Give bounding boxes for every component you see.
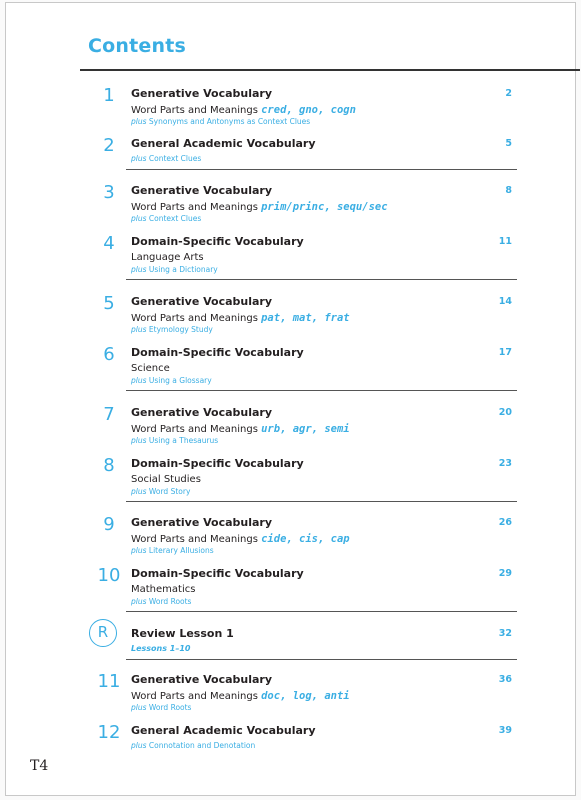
lesson-heading: General Academic Vocabulary bbox=[131, 137, 316, 150]
lesson-subtitle: Science bbox=[131, 363, 170, 374]
lesson-subtitle: Word Parts and Meanings doc, log, anti bbox=[131, 690, 350, 702]
lesson-heading: Domain-Specific Vocabulary bbox=[131, 457, 304, 470]
lesson-number: 8 bbox=[103, 455, 115, 476]
review-subtitle: Lessons 1–10 bbox=[131, 644, 191, 653]
page-number: 5 bbox=[505, 138, 512, 149]
section-divider bbox=[126, 169, 517, 170]
lesson-plus-line: plus Word Story bbox=[131, 487, 191, 496]
title-rule bbox=[80, 69, 580, 71]
lesson-heading: Domain-Specific Vocabulary bbox=[131, 567, 304, 580]
lesson-plus-line: plus Word Roots bbox=[131, 703, 192, 712]
section-divider bbox=[126, 501, 517, 502]
lesson-number: 2 bbox=[103, 135, 115, 156]
lesson-number: 4 bbox=[103, 233, 115, 254]
page-number: 26 bbox=[498, 517, 512, 528]
page-number: 36 bbox=[498, 674, 512, 685]
lesson-subtitle: Social Studies bbox=[131, 474, 201, 485]
lesson-heading: Generative Vocabulary bbox=[131, 406, 273, 419]
word-roots: cred, gno, cogn bbox=[261, 104, 356, 116]
page-number: 8 bbox=[505, 185, 512, 196]
lesson-plus-line: plus Etymology Study bbox=[131, 325, 213, 334]
lesson-subtitle: Language Arts bbox=[131, 252, 204, 263]
lesson-subtitle: Word Parts and Meanings cide, cis, cap bbox=[131, 533, 350, 545]
word-roots: doc, log, anti bbox=[261, 690, 350, 702]
lesson-heading: Generative Vocabulary bbox=[131, 516, 273, 529]
lesson-heading: Domain-Specific Vocabulary bbox=[131, 235, 304, 248]
lesson-plus-line: plus Word Roots bbox=[131, 597, 192, 606]
page-number: 20 bbox=[498, 407, 512, 418]
lesson-subtitle: Mathematics bbox=[131, 584, 196, 595]
lesson-heading: Generative Vocabulary bbox=[131, 673, 273, 686]
page-number: 39 bbox=[498, 725, 512, 736]
lesson-plus-line: plus Literary Allusions bbox=[131, 546, 214, 555]
word-roots: pat, mat, frat bbox=[261, 312, 350, 324]
lesson-heading: Generative Vocabulary bbox=[131, 184, 273, 197]
lesson-plus-line: plus Using a Dictionary bbox=[131, 265, 218, 274]
lesson-subtitle: Word Parts and Meanings prim/princ, sequ/sec bbox=[131, 201, 388, 213]
lesson-heading: Generative Vocabulary bbox=[131, 295, 273, 308]
word-roots: cide, cis, cap bbox=[261, 533, 350, 545]
lesson-number: 11 bbox=[97, 671, 121, 692]
lesson-number: 6 bbox=[103, 344, 115, 365]
section-divider bbox=[126, 611, 517, 612]
page-number: 17 bbox=[498, 347, 512, 358]
lesson-number: 9 bbox=[103, 514, 115, 535]
lesson-plus-line: plus Using a Thesaurus bbox=[131, 436, 219, 445]
page-label: T4 bbox=[30, 758, 49, 774]
lesson-number: 3 bbox=[103, 182, 115, 203]
page-number: 2 bbox=[505, 88, 512, 99]
word-roots: urb, agr, semi bbox=[261, 423, 350, 435]
lesson-subtitle: Word Parts and Meanings cred, gno, cogn bbox=[131, 104, 356, 116]
lesson-number: 12 bbox=[97, 722, 121, 743]
lesson-number: 10 bbox=[97, 565, 121, 586]
lesson-plus-line: plus Connotation and Denotation bbox=[131, 741, 256, 750]
lesson-heading: Domain-Specific Vocabulary bbox=[131, 346, 304, 359]
lesson-subtitle: Word Parts and Meanings urb, agr, semi bbox=[131, 423, 350, 435]
page-number: 23 bbox=[498, 458, 512, 469]
lesson-plus-line: plus Context Clues bbox=[131, 214, 202, 223]
lesson-number: 5 bbox=[103, 293, 115, 314]
page-number: 29 bbox=[498, 568, 512, 579]
review-r-icon: R bbox=[89, 619, 117, 647]
lesson-heading: Generative Vocabulary bbox=[131, 87, 273, 100]
section-divider bbox=[126, 390, 517, 391]
section-divider bbox=[126, 659, 517, 660]
section-divider bbox=[126, 279, 517, 280]
contents-title: Contents bbox=[88, 35, 187, 57]
lesson-plus-line: plus Using a Glossary bbox=[131, 376, 212, 385]
lesson-plus-line: plus Context Clues bbox=[131, 154, 202, 163]
page-number: 32 bbox=[498, 628, 512, 639]
page-number: 14 bbox=[498, 296, 512, 307]
word-roots: prim/princ, sequ/sec bbox=[261, 201, 388, 213]
lesson-number: 7 bbox=[103, 404, 115, 425]
review-heading: Review Lesson 1 bbox=[131, 627, 234, 640]
lesson-subtitle: Word Parts and Meanings pat, mat, frat bbox=[131, 312, 350, 324]
lesson-number: 1 bbox=[103, 85, 115, 106]
page-number: 11 bbox=[498, 236, 512, 247]
lesson-heading: General Academic Vocabulary bbox=[131, 724, 316, 737]
lesson-plus-line: plus Synonyms and Antonyms as Context Clues bbox=[131, 117, 311, 126]
